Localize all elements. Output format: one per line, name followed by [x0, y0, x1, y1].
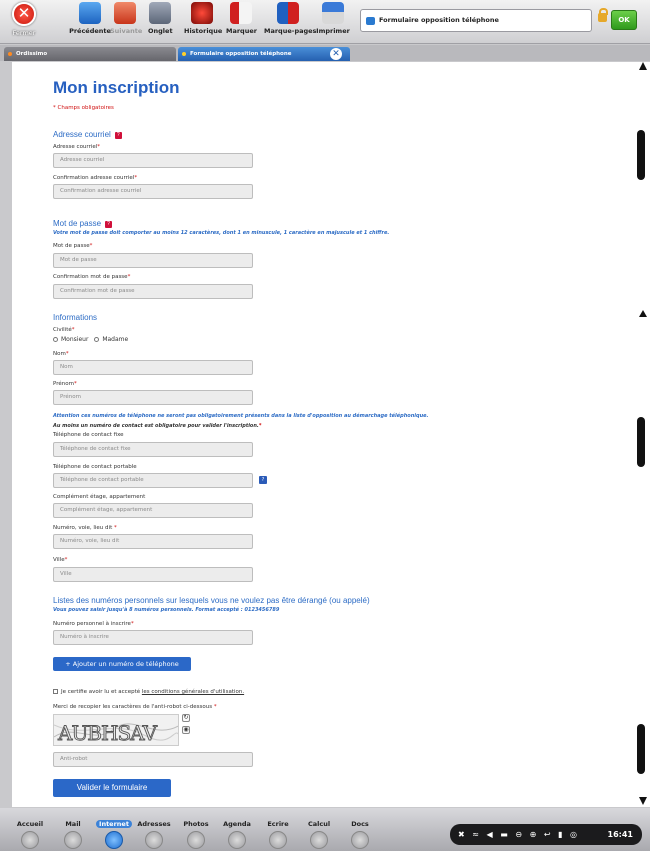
dock-label: Accueil — [16, 820, 44, 828]
address2-label: Complément étage, appartement — [53, 494, 146, 500]
forward-arrow-icon — [114, 2, 136, 24]
tab-bar — [0, 45, 650, 61]
tab-label: Onglet — [148, 27, 173, 35]
bookmark-label: Marquer — [226, 27, 257, 35]
close-label: Fermer — [12, 29, 36, 37]
system-tray — [450, 824, 642, 845]
tab-label: Formulaire opposition téléphone — [190, 51, 292, 57]
back-button[interactable] — [68, 2, 112, 42]
bookmarks-label: Marque-pages — [264, 27, 317, 35]
terms-text: Je certifie avoir lu et accepté — [61, 689, 142, 695]
print-label: Imprimer — [316, 27, 350, 35]
civility-label-text: Civilité — [53, 327, 72, 333]
password-note: Votre mot de passe doit comporter au moins 12 caractères, dont 1 en minuscule, 1 caractère en majuscule et 1 chiffre. — [53, 230, 390, 236]
captcha-input[interactable]: Anti-robot — [53, 752, 253, 767]
email-confirm-input[interactable]: Confirmation adresse courriel — [53, 184, 253, 199]
city-label-text: Ville — [53, 557, 65, 563]
dock-label: Photos — [183, 820, 209, 828]
zoom-in-icon[interactable]: ⊕ — [529, 830, 537, 839]
globe-icon — [105, 831, 123, 849]
password-label: Mot de passe* — [53, 243, 93, 249]
personal-number-label: Numéro personnel à inscrire* — [53, 621, 134, 627]
info-section-title: Informations — [53, 313, 98, 322]
password-confirm-label: Confirmation mot de passe* — [53, 274, 131, 280]
lastname-label-text: Nom — [53, 351, 66, 357]
forward-label: Suivante — [110, 27, 143, 35]
info-icon[interactable]: ? — [259, 476, 267, 484]
forward-button[interactable] — [110, 2, 143, 42]
terms-row — [53, 689, 244, 695]
tab-label: Ordissimo — [16, 51, 48, 57]
captcha-noise — [54, 715, 179, 746]
numbers-section-title: Listes des numéros personnels sur lesquels vous ne voulez pas être dérangé (ou appelé) — [53, 596, 370, 605]
history-button[interactable] — [184, 2, 223, 42]
street-label: Numéro, voie, lieu dit * — [53, 525, 117, 531]
address2-input[interactable]: Complément étage, appartement — [53, 503, 253, 518]
back-label: Précédente — [69, 27, 111, 35]
dock-ecrire[interactable] — [258, 820, 298, 849]
documents-icon — [351, 831, 369, 849]
wifi-icon[interactable]: ≈ — [472, 830, 479, 839]
volume-icon[interactable]: ◀ — [486, 830, 493, 839]
new-tab-button[interactable] — [148, 2, 172, 42]
street-label-text: Numéro, voie, lieu dit — [53, 525, 113, 531]
mobile-input[interactable]: Téléphone de contact portable — [53, 473, 253, 488]
history-icon — [191, 2, 213, 24]
dock-label: Docs — [351, 820, 369, 828]
phone-note: Attention ces numéros de téléphone ne seront pas obligatoirement présents dans la liste d'opposition au démarchage téléphonique. — [53, 413, 429, 419]
lastname-input[interactable]: Nom — [53, 360, 253, 375]
email-confirm-label: Confirmation adresse courriel* — [53, 175, 138, 181]
battery-icon: ▬ — [500, 830, 508, 839]
dock-photos[interactable] — [176, 820, 216, 849]
system-dock — [0, 808, 650, 851]
phone-required-note: Au moins un numéro de contact est obligatoire pour valider l'inscription.* — [53, 423, 262, 429]
page-title: Mon inscription — [53, 78, 180, 97]
landline-label: Téléphone de contact fixe — [53, 432, 124, 438]
captcha-text: AUBHSAV — [58, 721, 157, 745]
dock-label: Mail — [65, 820, 81, 828]
camera-icon — [187, 831, 205, 849]
bookmarks-icon — [277, 2, 299, 24]
street-input[interactable]: Numéro, voie, lieu dit — [53, 534, 253, 549]
help-icon[interactable]: ? — [115, 132, 122, 139]
back-arrow-icon — [79, 2, 101, 24]
password-label-text: Mot de passe — [53, 243, 90, 249]
settings-tools-icon[interactable]: ✖ — [458, 830, 465, 839]
password-input[interactable]: Mot de passe — [53, 253, 253, 268]
bookmark-button[interactable] — [226, 2, 256, 42]
email-section-title — [53, 130, 122, 139]
email-input[interactable]: Adresse courriel — [53, 153, 253, 168]
captcha-label-text: Merci de recopier les caractères de l'anti-robot ci-dessous — [53, 704, 213, 710]
browser-toolbar — [0, 0, 650, 44]
tab-dot-icon — [8, 52, 12, 56]
captcha-label: Merci de recopier les caractères de l'anti-robot ci-dessous * — [53, 704, 217, 710]
scroll-thumb[interactable] — [637, 417, 645, 467]
address-bar-text: Formulaire opposition téléphone — [379, 16, 499, 24]
phone-site-icon — [366, 17, 375, 25]
dock-agenda[interactable] — [217, 820, 257, 849]
required-note: * Champs obligatoires — [53, 105, 114, 111]
captcha-audio-icon[interactable]: ◉ — [183, 726, 189, 733]
tab-ordissimo[interactable] — [4, 47, 176, 61]
help-icon[interactable]: ? — [105, 221, 112, 228]
help-lifebuoy-icon[interactable]: ◎ — [570, 830, 577, 839]
mobile-label: Téléphone de contact portable — [53, 464, 137, 470]
password-confirm-label-text: Confirmation mot de passe — [53, 274, 128, 280]
scroll-thumb[interactable] — [637, 724, 645, 774]
close-icon: ✕ — [12, 2, 36, 26]
dock-label: Adresses — [137, 820, 171, 828]
phone-required-text: Au moins un numéro de contact est obligatoire pour valider l'inscription. — [53, 423, 259, 429]
ok-button[interactable]: OK — [611, 10, 637, 30]
email-label-text: Adresse courriel — [53, 144, 98, 150]
dock-internet[interactable] — [94, 820, 134, 849]
bookmark-icon — [230, 2, 252, 24]
clock: 16:41 — [607, 830, 633, 839]
address-bar[interactable] — [360, 9, 592, 32]
page-scrollbar[interactable] — [636, 62, 650, 807]
dock-label: Agenda — [223, 820, 251, 828]
lastname-label: Nom* — [53, 351, 69, 357]
email-section-text: Adresse courriel — [53, 130, 111, 139]
firstname-input[interactable]: Prénom — [53, 390, 253, 405]
password-section-text: Mot de passe — [53, 219, 102, 228]
captcha-refresh-icon[interactable]: ↻ — [183, 714, 189, 721]
civility-options — [53, 336, 128, 343]
email-confirm-label-text: Confirmation adresse courriel — [53, 175, 135, 181]
new-tab-icon — [149, 2, 171, 24]
trash-icon[interactable]: ▮ — [558, 830, 563, 839]
tab-close-icon[interactable]: ✕ — [330, 48, 342, 60]
dock-docs[interactable] — [340, 820, 380, 849]
numbers-note: Vous pouvez saisir jusqu'à 8 numéros personnels. Format accepté : 0123456789 — [53, 607, 280, 613]
firstname-label-text: Prénom — [53, 381, 74, 387]
scroll-thumb[interactable] — [637, 130, 645, 180]
terms-checkbox[interactable] — [53, 689, 58, 694]
lock-icon — [598, 13, 607, 22]
civility-label: Civilité* — [53, 327, 75, 333]
add-number-button[interactable]: + Ajouter un numéro de téléphone — [53, 657, 191, 671]
write-icon — [269, 831, 287, 849]
firstname-label: Prénom* — [53, 381, 77, 387]
dock-adresses[interactable] — [134, 820, 174, 849]
contacts-icon — [145, 831, 163, 849]
tab-dot-icon — [182, 52, 186, 56]
radio-madame-label: Madame — [102, 336, 129, 343]
mail-icon — [64, 831, 82, 849]
dock-accueil[interactable] — [10, 820, 50, 849]
captcha-image — [53, 714, 179, 746]
submit-button[interactable]: Valider le formulaire — [53, 779, 171, 797]
zoom-out-icon[interactable]: ⊖ — [515, 830, 523, 839]
radio-madame[interactable] — [94, 337, 99, 342]
tab-form[interactable] — [178, 47, 350, 61]
dock-label: Ecrire — [267, 820, 289, 828]
scroll-up-icon[interactable] — [639, 62, 647, 70]
email-label: Adresse courriel* — [53, 144, 101, 150]
radio-monsieur[interactable] — [53, 337, 58, 342]
scroll-down-icon[interactable] — [639, 797, 647, 805]
close-button[interactable] — [4, 2, 44, 42]
personal-number-label-text: Numéro personnel à inscrire — [53, 621, 131, 627]
dock-mail[interactable] — [53, 820, 93, 849]
password-confirm-input[interactable]: Confirmation mot de passe — [53, 284, 253, 299]
dock-calcul[interactable] — [299, 820, 339, 849]
personal-number-input[interactable]: Numéro à inscrire — [53, 630, 253, 645]
home-icon — [21, 831, 39, 849]
landline-input[interactable]: Téléphone de contact fixe — [53, 442, 253, 457]
terms-link[interactable]: les conditions générales d'utilisation. — [141, 689, 245, 695]
calculator-icon — [310, 831, 328, 849]
calendar-icon — [228, 831, 246, 849]
dock-label: Internet — [96, 820, 132, 828]
printer-icon — [322, 2, 344, 24]
bookmarks-button[interactable] — [264, 2, 317, 42]
radio-monsieur-label: Monsieur — [61, 336, 89, 343]
undo-icon[interactable]: ↩ — [543, 830, 551, 839]
scroll-marker-up-icon — [639, 310, 647, 317]
city-input[interactable]: Ville — [53, 567, 253, 582]
print-button[interactable] — [316, 2, 350, 42]
dock-label: Calcul — [307, 820, 331, 828]
password-section-title — [53, 219, 112, 228]
history-label: Historique — [184, 27, 223, 35]
city-label: Ville* — [53, 557, 68, 563]
web-page — [12, 62, 636, 807]
